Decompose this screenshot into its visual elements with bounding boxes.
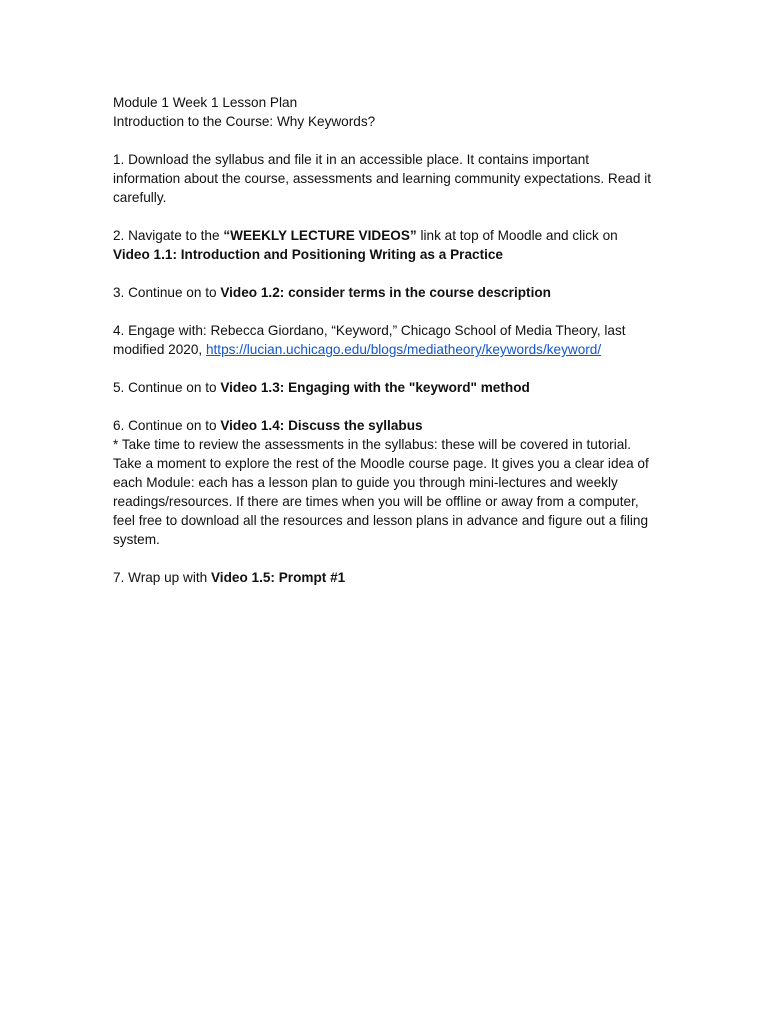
step-3-video-title: Video 1.2: consider terms in the course description bbox=[220, 285, 551, 300]
keyword-article-link[interactable]: https://lucian.uchicago.edu/blogs/mediatheory/keywords/keyword/ bbox=[205, 342, 602, 357]
step-2-prefix: 2. Navigate to the bbox=[113, 228, 224, 243]
step-2 bbox=[113, 226, 658, 264]
step-4-text: 4. Engage with: Rebecca Giordano, “Keyword,” Chicago School of Media Theory, last modified 2020, bbox=[113, 323, 626, 357]
step-6-prefix: 6. Continue on to bbox=[113, 418, 221, 433]
step-2-video-title: Video 1.1: Introduction and Positioning Writing as a Practice bbox=[113, 247, 503, 262]
step-7 bbox=[113, 568, 658, 587]
step-5-prefix: 5. Continue on to bbox=[113, 380, 221, 395]
step-4 bbox=[113, 321, 658, 359]
step-3-prefix: 3. Continue on to bbox=[113, 285, 221, 300]
document-subtitle: Introduction to the Course: Why Keywords? bbox=[113, 114, 376, 129]
step-2-link-name: “WEEKLY LECTURE VIDEOS” bbox=[223, 228, 417, 243]
step-2-middle: link at top of Moodle and click on bbox=[416, 228, 618, 243]
step-6-note: * Take time to review the assessments in the syllabus: these will be covered in tutorial. Take a moment to explore the rest of the Moodle course page. It gives you a clear idea of each Module: each has a lesson plan to guide you through mini-lectures and weekly readings/resources. If there are times when you will be offline or away from a computer, feel free to download all the resources and lesson plans in advance and figure out a filing system. bbox=[113, 437, 649, 547]
step-7-prefix: 7. Wrap up with bbox=[113, 570, 211, 585]
step-5 bbox=[113, 378, 658, 397]
step-1: 1. Download the syllabus and file it in an accessible place. It contains important information about the course, assessments and learning community expectations. Read it carefully. bbox=[113, 152, 651, 205]
step-3 bbox=[113, 283, 658, 302]
step-5-video-title: Video 1.3: Engaging with the "keyword" method bbox=[220, 380, 530, 395]
lesson-plan-body bbox=[113, 93, 658, 606]
step-6-heading bbox=[113, 416, 658, 435]
step-6 bbox=[113, 416, 658, 549]
step-6-video-title: Video 1.4: Discuss the syllabus bbox=[220, 418, 423, 433]
document-title: Module 1 Week 1 Lesson Plan bbox=[113, 95, 298, 110]
step-7-video-title: Video 1.5: Prompt #1 bbox=[210, 570, 346, 585]
